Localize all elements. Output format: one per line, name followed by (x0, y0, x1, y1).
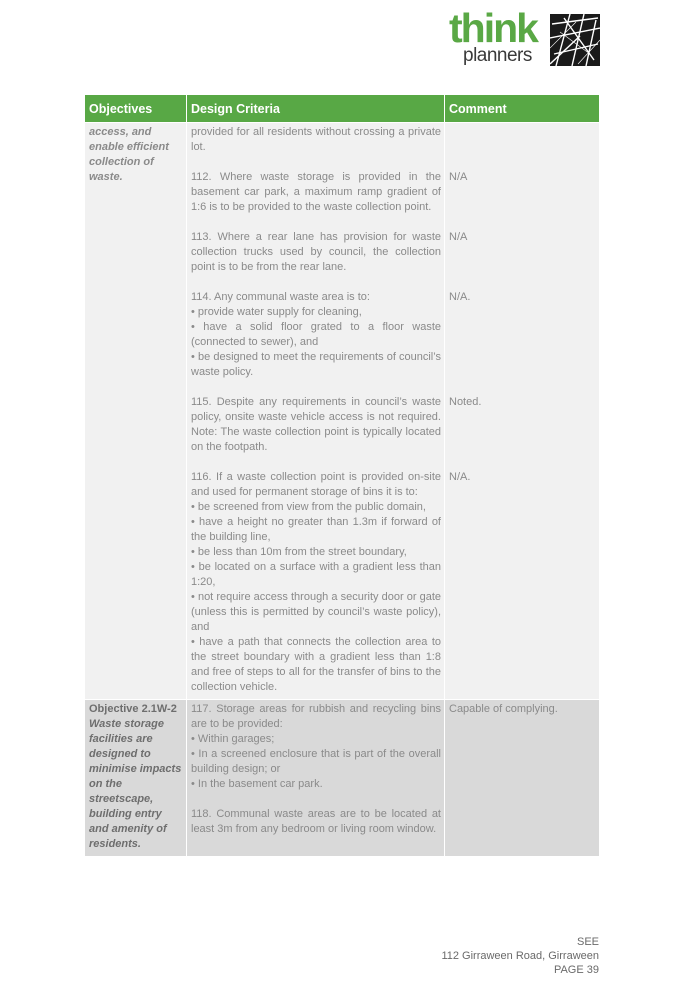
criteria-cell (187, 700, 445, 857)
design-criteria-table (84, 94, 600, 857)
header-comment: Comment (445, 95, 600, 123)
comment-text: Capable of complying. (449, 703, 558, 715)
criteria-block (191, 125, 441, 155)
criteria-line: 116. If a waste collection point is provided on-site and used for permanent storage of bins it is to: (191, 471, 441, 498)
criteria-line: 113. Where a rear lane has provision for waste collection trucks used by council, the collection point is to be from the rear lane. (191, 231, 441, 273)
criteria-line: 117. Storage areas for rubbish and recycling bins are to be provided: (191, 703, 441, 730)
table-row (85, 700, 600, 857)
comment-text: N/A. (449, 471, 471, 483)
logo-planners-text: planners (463, 45, 532, 66)
logo-think-text: think (449, 5, 537, 51)
criteria-line: • be located on a surface with a gradient less than 1:20, (191, 561, 441, 588)
objective-number: Objective 2.1W-2 (89, 703, 177, 715)
criteria-block (191, 230, 441, 275)
comment-text: Noted. (449, 396, 482, 408)
table-row (85, 123, 600, 700)
objective-cell (85, 123, 187, 700)
footer-page-number: PAGE 39 (553, 964, 599, 976)
street-map-icon (550, 14, 600, 66)
criteria-line: • Within garages; (191, 733, 275, 745)
criteria-line: • have a solid floor grated to a floor waste (connected to sewer), and (191, 321, 441, 348)
criteria-line: • be less than 10m from the street boundary, (191, 546, 407, 558)
comment-text: N/A (449, 231, 468, 243)
header-objectives: Objectives (85, 95, 187, 123)
comment-text (449, 125, 596, 155)
comment-cell (445, 123, 600, 700)
comment-text: N/A (449, 171, 468, 183)
header-design-criteria: Design Criteria (187, 95, 445, 123)
criteria-line: • In the basement car park. (191, 778, 323, 790)
criteria-block (191, 170, 441, 215)
criteria-block (191, 470, 441, 695)
comment-text: N/A. (449, 291, 471, 303)
criteria-line: • have a path that connects the collection area to the street boundary with a gradient less than 1:8 and free of steps to all for the transfer of bins to the collection vehicle. (191, 636, 441, 693)
criteria-line: 112. Where waste storage is provided in the basement car park, a maximum ramp gradient of 1:6 is to be provided to the waste collection point. (191, 171, 441, 213)
footer-see: SEE (576, 936, 599, 948)
criteria-line: 115. Despite any requirements in council’s waste policy, onsite waste vehicle access is not required. Note: The waste collection point is typically located on the footpath. (191, 396, 441, 453)
page-footer (441, 935, 599, 977)
footer-address: 112 Girraween Road, Girraween (441, 950, 599, 962)
criteria-line: provided for all residents without crossing a private lot. (191, 126, 441, 153)
comment-cell (445, 700, 600, 857)
criteria-block (191, 807, 441, 837)
objective-cell (85, 700, 187, 857)
criteria-line: 118. Communal waste areas are to be located at least 3m from any bedroom or living room window. (191, 808, 441, 835)
criteria-line: • be designed to meet the requirements of council’s waste policy. (191, 351, 441, 378)
criteria-block (191, 395, 441, 455)
criteria-line: 114. Any communal waste area is to: (191, 291, 370, 303)
criteria-line: • be screened from view from the public domain, (191, 501, 426, 513)
criteria-block (191, 702, 441, 792)
objective-text: Waste storage facilities are designed to minimise impacts on the streetscape, building entry and amenity of residents. (89, 718, 182, 850)
criteria-cell (187, 123, 445, 700)
criteria-line: • have a height no greater than 1.3m if forward of the building line, (191, 516, 441, 543)
objective-text: access, and enable efficient collection of waste. (89, 126, 169, 183)
criteria-line: • In a screened enclosure that is part of the overall building design; or (191, 748, 441, 775)
criteria-line: • not require access through a security door or gate (unless this is permitted by council’s waste policy), and (191, 591, 441, 633)
think-planners-logo (449, 5, 601, 70)
criteria-line: • provide water supply for cleaning, (191, 306, 362, 318)
criteria-block (191, 290, 441, 380)
table-header-row (85, 95, 600, 123)
